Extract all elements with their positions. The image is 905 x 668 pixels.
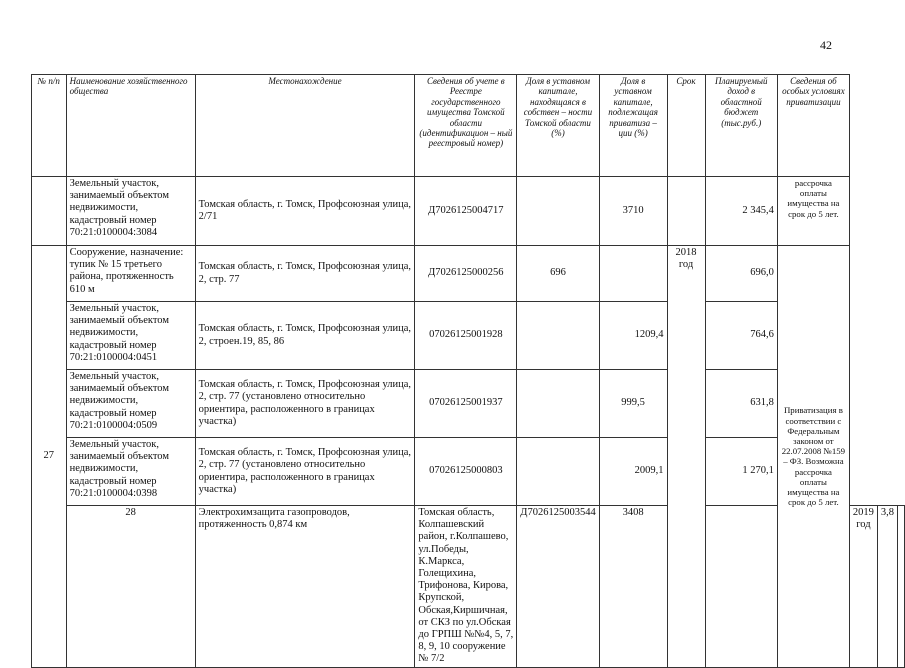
- row-location: Томская область, г. Томск, Профсоюзная улица, 2, стр. 77: [195, 246, 415, 302]
- row-share-capital: [517, 177, 599, 246]
- row-share-capital: [517, 438, 599, 506]
- group-conditions: Приватизация в соответствии с Федеральным законом от 22.07.2008 №159 – ФЗ. Возможна рассрочка оплаты имущества на срок до 5 лет.: [777, 246, 849, 668]
- row-location: Томская область, г. Томск, Профсоюзная улица, 2, строен.19, 85, 86: [195, 302, 415, 370]
- table-row: [32, 506, 905, 668]
- row-num: 28: [66, 506, 195, 668]
- row-name: Сооружение, назначение: тупик № 15 третьего района, протяженность 610 м: [66, 246, 195, 302]
- table-row: [32, 177, 905, 246]
- row-name: Земельный участок, занимаемый объектом недвижимости, кадастровый номер 70:21:0100004:0509: [66, 370, 195, 438]
- table-row: [32, 302, 905, 370]
- row-share-capital: 3408: [599, 506, 667, 668]
- row-share-privatized: 1209,4: [599, 302, 667, 370]
- header-share-capital: Доля в уставном капитале, находящаяся в собствен – ности Томской области (%): [517, 75, 599, 177]
- header-conditions: Сведения об особых условиях приватизации: [777, 75, 849, 177]
- row-registry: Д7026125003544: [517, 506, 599, 668]
- page-number: 42: [820, 38, 832, 52]
- row-share-privatized: 3710: [599, 177, 667, 246]
- header-registry: Сведения об учете в Реестре государственного имущества Томской области (идентификацион – ный реестровый номер): [415, 75, 517, 177]
- row-share-capital: 696: [517, 246, 599, 302]
- header-row: [32, 75, 905, 177]
- row-registry: Д7026125004717: [415, 177, 517, 246]
- row-name: Земельный участок, занимаемый объектом недвижимости, кадастровый номер 70:21:0100004:3084: [66, 177, 195, 246]
- row-share-capital: [517, 302, 599, 370]
- row-share-privatized: [705, 506, 777, 668]
- header-income: Планируемый доход в областной бюджет (тыс.руб.): [705, 75, 777, 177]
- header-name: Наименование хозяйственного общества: [66, 75, 195, 177]
- row-share-privatized: [599, 246, 667, 302]
- row-term: [667, 177, 705, 246]
- row-location: Томская область, г. Томск, Профсоюзная улица, 2, стр. 77 (установлено относительно ориентира, расположенного в границах участка): [195, 438, 415, 506]
- row-registry: 07026125001928: [415, 302, 517, 370]
- header-location: Местонахождение: [195, 75, 415, 177]
- row-location: Томская область, г. Томск, Профсоюзная улица, 2/71: [195, 177, 415, 246]
- row-income: 3,8: [877, 506, 897, 668]
- row-share-privatized: 999,5: [599, 370, 667, 438]
- row-location: Томская область, г. Томск, Профсоюзная улица, 2, стр. 77 (установлено относительно ориентира, расположенного в границах участка): [195, 370, 415, 438]
- table-row: [32, 246, 905, 302]
- group-num: 27: [32, 246, 67, 668]
- row-registry: 07026125001937: [415, 370, 517, 438]
- group-term: 2018 год: [667, 246, 705, 668]
- row-name: Электрохимзащита газопроводов, протяженность 0,874 км: [195, 506, 415, 668]
- row-registry: 07026125000803: [415, 438, 517, 506]
- row-income: 696,0: [705, 246, 777, 302]
- row-income: 1 270,1: [705, 438, 777, 506]
- row-income: 2 345,4: [705, 177, 777, 246]
- row-income: 764,6: [705, 302, 777, 370]
- row-name: Земельный участок, занимаемый объектом недвижимости, кадастровый номер 70:21:0100004:0451: [66, 302, 195, 370]
- row-registry: Д7026125000256: [415, 246, 517, 302]
- table-row: [32, 370, 905, 438]
- row-term: 2019 год: [849, 506, 877, 668]
- row-income: 631,8: [705, 370, 777, 438]
- table-row: [32, 438, 905, 506]
- row-num: [32, 177, 67, 246]
- privatization-table: [31, 74, 905, 668]
- header-share-privatized: Доля в уставном капитале, подлежащая приватиза – ции (%): [599, 75, 667, 177]
- header-term: Срок: [667, 75, 705, 177]
- row-location: Томская область, Колпашевский район, г.Колпашево, ул.Победы, К.Маркса, Голещихина, Трифонова, Кирова, Крупской, Обская,Киршичная, от СКЗ по ул.Обская до ГРПШ №№4, 5, 7, 8, 9, 10 сооружение № 7/2: [415, 506, 517, 668]
- row-name: Земельный участок, занимаемый объектом недвижимости, кадастровый номер 70:21:0100004:0398: [66, 438, 195, 506]
- row-conditions: рассрочка оплаты имущества на срок до 5 лет.: [777, 177, 849, 246]
- row-share-capital: [517, 370, 599, 438]
- row-conditions: [898, 506, 905, 668]
- row-share-privatized: 2009,1: [599, 438, 667, 506]
- header-num: № п/п: [32, 75, 67, 177]
